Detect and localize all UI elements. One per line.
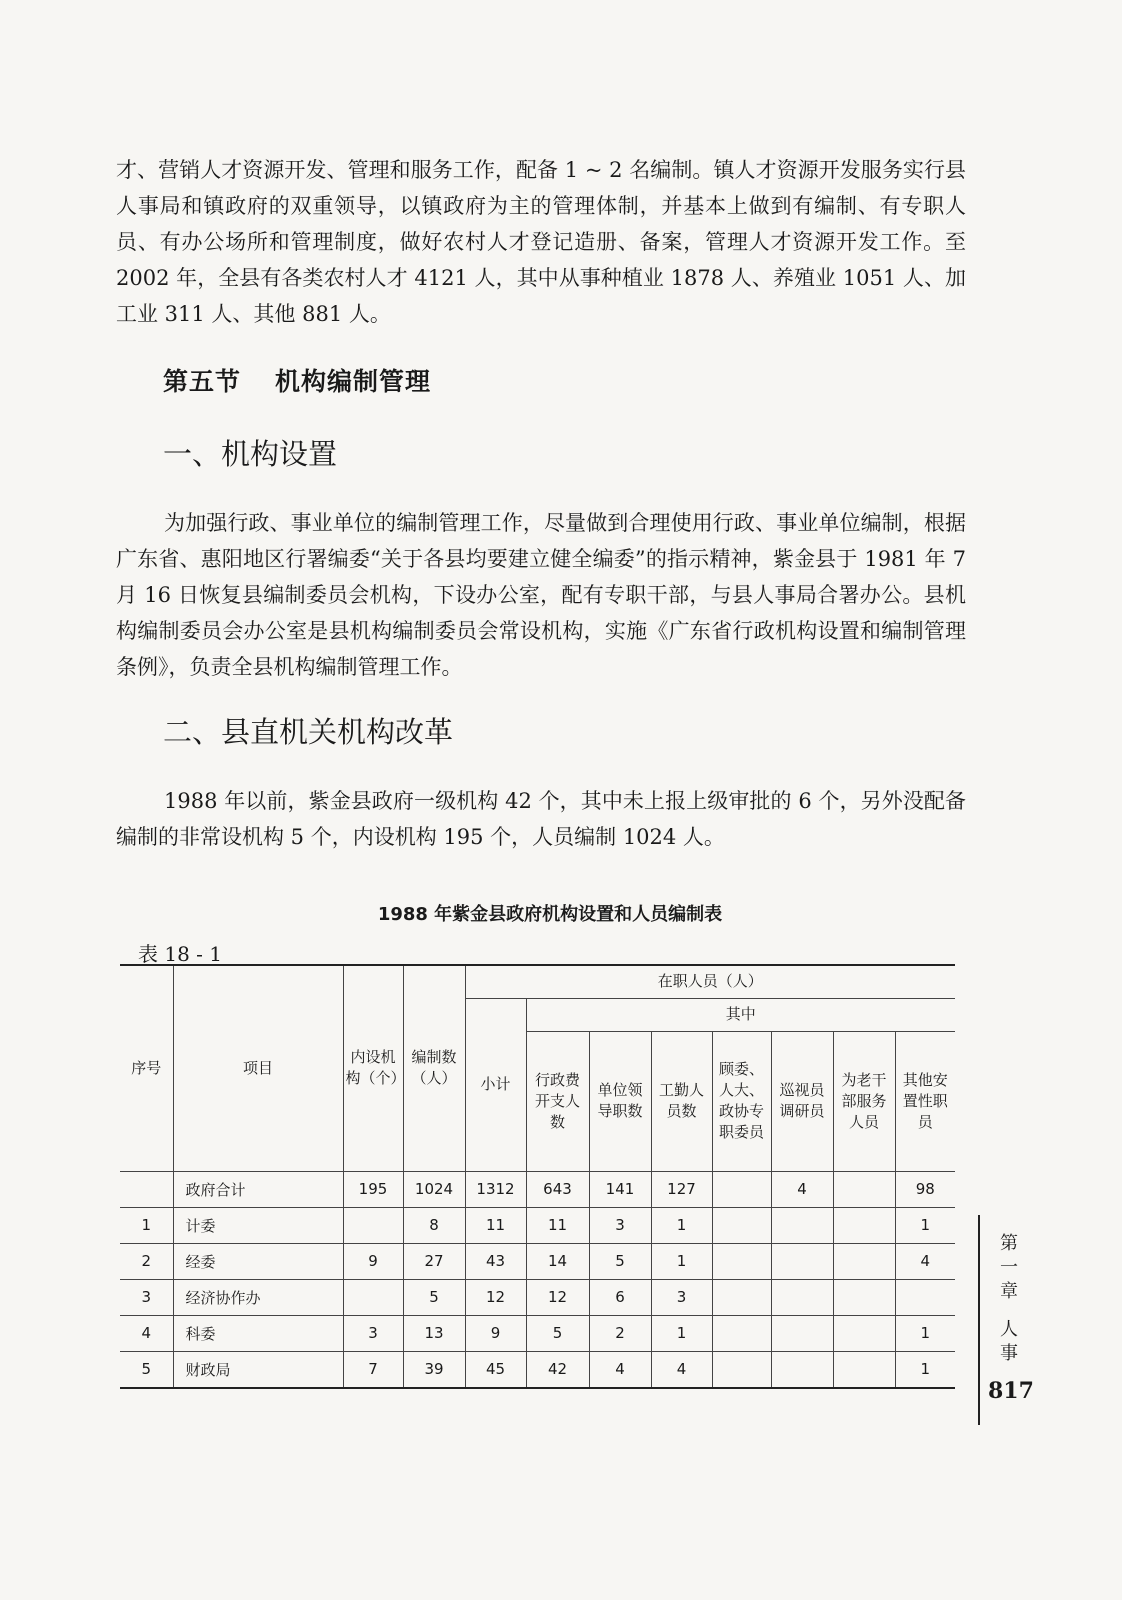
table-row: 5 财政局 7 39 45 42 4 4 1: [120, 1351, 955, 1388]
staffing-table: [120, 964, 955, 1389]
header-veteran-service: 为老干部服务人员: [833, 1031, 895, 1171]
chapter-title: 人事: [1000, 1319, 1018, 1364]
header-item: 项目: [173, 965, 343, 1171]
section-title: 机构编制管理: [275, 367, 432, 396]
margin-rule: [978, 1215, 980, 1425]
table-number: 表 18 - 1: [138, 942, 223, 966]
table-row: 1 计委 8 11 11 3 1 1: [120, 1207, 955, 1243]
header-workers: 工勤人员数: [651, 1031, 712, 1171]
table-row: 政府合计 195 1024 1312 643 141 127 4 98: [120, 1171, 955, 1207]
header-other-placement: 其他安置性职员: [895, 1031, 955, 1171]
chapter-label: [995, 1232, 1023, 1366]
paragraph-staffing-committee: 为加强行政、事业单位的编制管理工作，尽量做到合理使用行政、事业单位编制，根据广东省、惠阳地区行署编委“关于各县均要建立健全编委”的指示精神，紫金县于 1981 年 7 月 16 日恢复县编制委员会机构，下设办公室，配有专职干部，与县人事局合署办公。县机构编制委员会办公室是县机构编制委员会常设机构，实施《广东省行政机构设置和编制管理条例》，负责全县机构编制管理工作。: [116, 511, 966, 679]
header-of-which: 其中: [526, 998, 955, 1031]
table-title: 1988 年紫金县政府机构设置和人员编制表: [377, 904, 723, 925]
header-internal-institutions: 内设机构（个）: [343, 965, 403, 1171]
header-seq: 序号: [120, 965, 173, 1171]
chapter-number: 第一章: [1000, 1233, 1018, 1302]
header-inspectors: 巡视员调研员: [771, 1031, 833, 1171]
subheading-institution-setup: 一、机构设置: [163, 437, 338, 471]
table-row: 4 科委 3 13 9 5 2 1 1: [120, 1315, 955, 1351]
section-heading: [163, 362, 431, 398]
header-leaders: 单位领导职数: [589, 1031, 651, 1171]
header-employed: 在职人员（人）: [465, 965, 955, 998]
page-number: 817: [988, 1378, 1034, 1404]
paragraph-1988-institutions: 1988 年以前，紫金县政府一级机构 42 个，其中未上报上级审批的 6 个，另外没配备编制的非常设机构 5 个，内设机构 195 个，人员编制 1024 人。: [116, 789, 966, 849]
table-row: 2 经委 9 27 43 14 5 1 4: [120, 1243, 955, 1279]
header-admin-paid: 行政费开支人数: [526, 1031, 589, 1171]
header-staffing: 编制数（人）: [403, 965, 465, 1171]
table-row: 3 经济协作办 5 12 12 6 3: [120, 1279, 955, 1315]
section-number: 第五节: [163, 367, 242, 396]
subheading-reform: 二、县直机关机构改革: [163, 715, 454, 749]
paragraph-rural-talent: 才、营销人才资源开发、管理和服务工作，配备 1 ~ 2 名编制。镇人才资源开发服务实行县人事局和镇政府的双重领导，以镇政府为主的管理体制，并基本上做到有编制、有专职人员、有办公场所和管理制度，做好农村人才登记造册、备案，管理人才资源开发工作。至 2002 年，全县有各类农村人才 4121 人，其中从事种植业 1878 人、养殖业 1051 人、加工业 311 人、其他 881 人。: [116, 158, 966, 326]
header-subtotal: 小计: [465, 998, 526, 1171]
header-advisory: 顾委、人大、政协专职委员: [712, 1031, 771, 1171]
